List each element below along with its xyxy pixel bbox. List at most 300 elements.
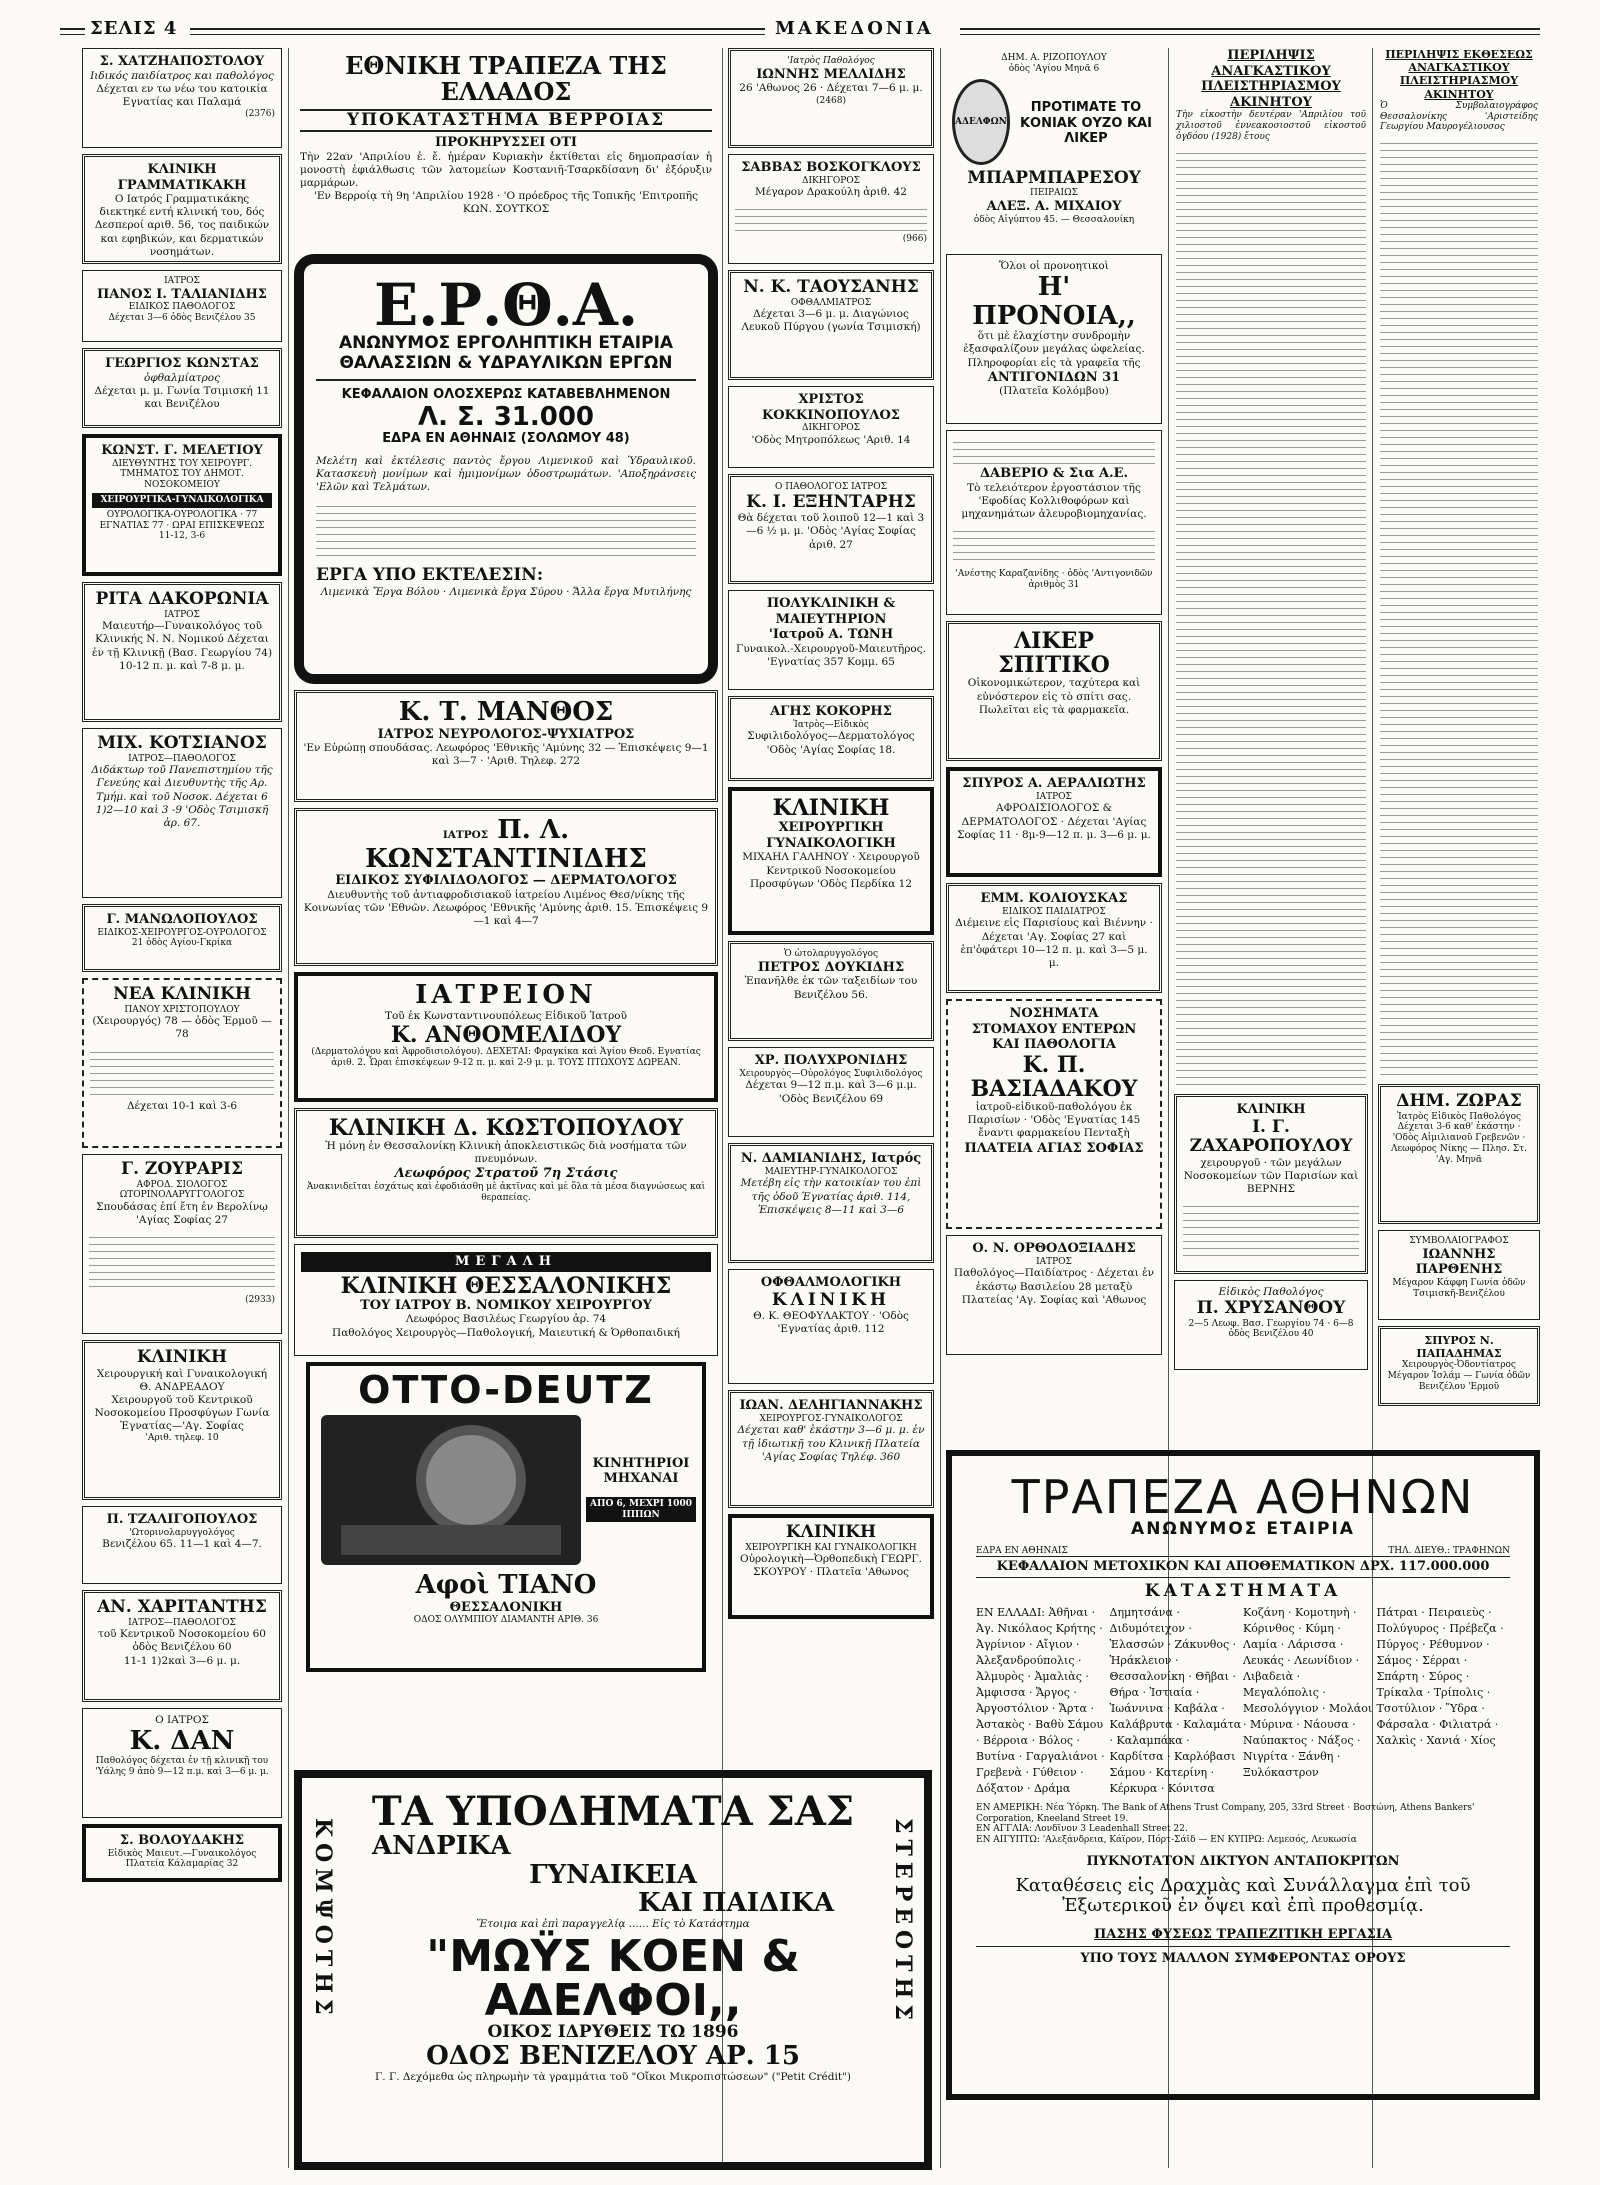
ad-liker — [946, 621, 1162, 761]
bank-network: ΠΥΚΝΟΤΑΤΟΝ ΔΙΚΤΥΟΝ ΑΝΤΑΠΟΚΡΙΤΩΝ — [1086, 1853, 1400, 1869]
ad-sign: 'Εν Βερροίᾳ τὴ 9η 'Απριλίου 1928 · 'Ο πρόεδρος τῆς Τοπικῆς 'Επιτροπῆς ΚΩΝ. ΣΟΥΤΚΟΣ — [314, 190, 698, 216]
ad-place: ΠΛΑΤΕΙΑ ΑΓΙΑΣ ΣΟΦΙΑΣ — [964, 1140, 1144, 1156]
ad-zouraris — [82, 1154, 282, 1334]
ad-sub: 'Ιατροῦ Α. ΤΩΝΗ — [768, 627, 894, 643]
shoes-note: Γ. Γ. Δεχόμεθα ὡς πληρωμὴν τὰ γραμμάτια τοῦ "Οἴκοι Μικροπιστώσεων" ("Petit Crédit") — [374, 2071, 851, 2084]
header-rule — [190, 28, 765, 35]
ad-body: Διδάκτωρ τοῦ Πανεπιστημίου τῆς Γενεύης καὶ Διευθυντὴς τῆς Αρ. Τμήμ. καὶ τοῦ Νοσοκ. Δέχεται 6 1)2—10 καὶ 3 -9 'Οδὸς Τσιμισκῆ ἀρ. 67. — [91, 764, 273, 829]
column-rule — [940, 48, 941, 2168]
column-6 — [1378, 48, 1540, 1412]
ad-trapeza-athinon — [946, 1450, 1540, 2100]
article-text-block — [1176, 147, 1366, 1088]
ad-title: ΚΛΙΝΙΚΗ — [1236, 1102, 1306, 1117]
ad-sub: Χειρουργὸς-Ὀδοντίατρος — [1402, 1360, 1516, 1371]
ad-title: ΣΠΥΡΟΣ Ν. ΠΑΠΑΔΗΜΑΣ — [1416, 1334, 1502, 1361]
ad-title: Ο ΙΑΤΡΟΣ — [155, 1714, 209, 1726]
ad-note: ΟΥΡΟΛΟΓΙΚΑ-ΟΥΡΟΛΟΓΙΚΑ · 77 ΕΓΝΑΤΙΑΣ 77 · ΩΡΑΙ ΕΠΙΣΚΕΨΕΩΣ 11-12, 3-6 — [99, 509, 265, 542]
shoes-l3: ΓΥΝΑΙΚΕΙΑ — [529, 1859, 697, 1890]
engine-illustration — [321, 1415, 581, 1565]
ad-doc: ΤΟΥ ΙΑΤΡΟΥ Β. ΝΟΜΙΚΟΥ ΧΕΙΡΟΥΡΓΟΥ — [360, 1297, 652, 1313]
ad-title: ΧΡΙΣΤΟΣ ΚΟΚΚΙΝΟΠΟΥΛΟΣ — [762, 392, 900, 423]
ad-name: Κ. ΑΝΘΟΜΕΛΙΔΟΥ — [390, 1021, 622, 1048]
bank-deposit: Καταθέσεις εἰς Δραχμὰς καὶ Συνάλλαγμα ἐπὶ τοῦ Ἐξωτερικοῦ ἐν ὄψει καὶ ἐπὶ προθεσμίᾳ. — [1015, 1874, 1471, 1917]
ad-title: ΔΑΒΕΡΙΟ & Σια Α.Ε. — [979, 466, 1129, 481]
ad-addr: ΑΝΤΙΓΟΝΙΔΩΝ 31 — [987, 369, 1121, 385]
ad-body: 26 'Αθωνος 26 · Δέχεται 7—6 μ. μ. — [739, 82, 923, 95]
ad-sub: ΧΕΙΡΟΥΡΓΟΣ-ΓΥΝΑΙΚΟΛΟΓΟΣ — [759, 1413, 903, 1424]
ad-name: Π. Λ. ΚΩΝΣΤΑΝΤΙΝΙΔΗΣ — [365, 815, 647, 874]
ad-note: Δέχεται 3—6 ὁδὸς Βενιζέλου 35 — [108, 313, 256, 324]
ad-damianidis — [728, 1143, 934, 1263]
ad-title: Κ. Τ. ΜΑΝΘΟΣ — [398, 697, 614, 727]
ertha-list: Λιμενικὰ Ἔργα Βόλου · Λιμενικὰ ἔργα Σύρου · Ἄλλα ἔργα Μυτιλήνης — [320, 585, 692, 598]
ad-branch: ΥΠΟΚΑΤΑΣΤΗΜΑ ΒΕΡΡΟΙΑΣ — [300, 109, 712, 133]
bank-branch-col: Κοζάνη · Κομοτηνὴ · Κόρινθος · Κύμη · Λαμία · Λάρισσα · Λευκάς · Λεωνίδιον · Λιβαδειὰ · Μεγαλόπολις · Μεσολόγγιον · Μολάοι · Μύρινα · Νάουσα · Ναύπακτος · Νάξος · Νιγρίτα · Ξάνθη · Ξυλόκαστρον — [1243, 1606, 1373, 1779]
ad-sub: ΠΑΝΟΣ Ι. ΤΑΛΙΑΝΙΔΗΣ — [97, 286, 267, 302]
ad-body: χειρουργοῦ · τῶν μεγάλων Νοσοκομείων τῶν Παρισίων καὶ ΒΕΡΝΗΣ — [1183, 1156, 1359, 1195]
ad-note: (2468) — [816, 95, 846, 106]
ad-title: ΠΕΤΡΟΣ ΔΟΥΚΙΔΗΣ — [757, 959, 905, 975]
engine-base-shape — [341, 1525, 561, 1555]
ad-mellidis — [728, 48, 934, 148]
column-2 — [294, 48, 718, 1678]
ad-title: ΣΠΥΡΟΣ Α. ΑΕΡΑΛΙΩΤΗΣ — [962, 776, 1146, 791]
ad-zacharopoulou — [1174, 1094, 1368, 1274]
ad-sub: ΕΙΔΙΚΟΣ ΣΥΦΙΛΙΔΟΛΟΓΟΣ — ΔΕΡΜΑΤΟΛΟΓΟΣ — [335, 873, 677, 889]
ad-body: τοῦ Κεντρικοῦ Νοσοκομείου 60 ὁδὸς Βενιζέλου 60 — [98, 1628, 266, 1654]
ad-body: Οὐρολογικὴ—Ὀρθοπεδικὴ ΓΕΩΡΓ. ΣΚΟΥΡΟΥ · Πλατεῖα 'Αθωνος — [740, 1553, 922, 1579]
ad-sub: ΟΦΘΑΛΜΙΑΤΡΟΣ — [790, 297, 872, 308]
ad-banner: ΜΕΓΑΛΗ — [301, 1252, 711, 1272]
ad-doukidis — [728, 941, 934, 1041]
ad-kotsianos — [82, 728, 282, 898]
shoes-est: ΟΙΚΟΣ ΙΔΡΥΘΕΙΣ ΤΩ 1896 — [487, 2021, 739, 2042]
ad-body: ΧΕΙΡΟΥΡΓΙΚΑ-ΓΥΝΑΙΚΟΛΟΓΙΚΑ — [92, 493, 272, 508]
ad-sub: Κ. Ι. ΕΞΗΝΤΑΡΗΣ — [746, 491, 916, 512]
ad-barbaresou — [946, 48, 1162, 248]
ad-title: Σ. ΧΑΤΖΗΑΠΟΣΤΟΛΟΥ — [99, 54, 265, 69]
ad-konstantinidis — [294, 808, 718, 966]
ad-chrysanthou — [1174, 1280, 1368, 1370]
ad-body: Γυναικολ.-Χειρουργοῦ-Μαιευτῆρος. 'Εγνατίας 357 Κομμ. 65 — [736, 642, 926, 668]
ad-body: Μέγαρον Ἰσλάμ — Γωνία ὁδῶν Βενιζέλου 'Ερμοῦ — [1387, 1371, 1531, 1392]
ad-body: 'Εν Εὐρώπῃ σπουδάσας. Λεωφόρος 'Εθνικῆς 'Αμύνης 32 — Ἐπισκέψεις 9—1 καὶ 3—7 · 'Αριθ. Τηλεφ. 272 — [303, 742, 709, 768]
ad-sub: Ι. Γ. ΖΑΧΑΡΟΠΟΥΛΟΥ — [1189, 1116, 1353, 1157]
bank-egypt: ΕΝ ΑΙΓΥΠΤΩ: 'Αλεξάνδρεια, Κάϊρον, Πόρτ-Σάϊδ — ΕΝ ΚΥΠΡΩ: Λεμεσός, Λευκωσία — [976, 1835, 1357, 1846]
ad-title: Ο. Ν. ΟΡΘΟΔΟΞΙΑΔΗΣ — [972, 1241, 1136, 1256]
ad-title: ΙΩΑΝ. ΔΕΛΗΓΙΑΝΝΑΚΗΣ — [739, 1398, 923, 1413]
ad-body: Πλατεία Κάλαμαρίας 32 — [125, 1859, 239, 1870]
ad-nea-kliniki — [82, 978, 282, 1148]
ad-galinou — [728, 787, 934, 935]
ad-orthodoxiadis — [946, 1235, 1162, 1355]
ad-sub: Ὁ ὠτολαρυγγολόγος — [783, 949, 878, 959]
ertha-seat: ΕΔΡΑ ΕΝ ΑΘΗΝΑΙΣ (ΣΟΛΩΜΟΥ 48) — [382, 431, 630, 447]
ad-body: Δέχεται εν τω νέω του κατοικία Εγνατίας και Παλαμά — [96, 82, 268, 108]
ad-note: 11-1 1)2καὶ 3—6 μ. μ. — [123, 1654, 241, 1667]
article-text-block — [1380, 137, 1538, 1078]
ad-daverio — [946, 430, 1162, 615]
ad-body: Χειρουργοῦ τοῦ Κεντρικοῦ Νοσοκομείου Προσφύγων Γωνία Ἐγνατίας—'Αγ. Σοφίας — [94, 1393, 270, 1433]
ad-sub: Χειρουργὸς—Οὐρολόγος Συφιλιδολόγος — [739, 1068, 923, 1079]
ad-note: (2933) — [245, 1295, 275, 1306]
ad-sub: Π. ΧΡΥΣΑΝΘΟΥ — [1196, 1298, 1346, 1319]
ad-voskogklous — [728, 154, 934, 264]
ertha-sub1: ΑΝΩΝΥΜΟΣ ΕΡΓΟΛΗΠΤΙΚΗ ΕΤΑΙΡΙΑ — [338, 333, 674, 353]
ad-title: Γ. ΜΑΝΩΛΟΠΟΥΛΟΣ — [106, 912, 258, 927]
ad-title: ΚΛΙΝΙΚΗ — [772, 795, 890, 821]
ad-rep: ΑΛΕΞ. Α. ΜΙΧΑΙΟΥ — [986, 198, 1122, 214]
ad-note: (966) — [902, 233, 927, 244]
ad-sub: ΕΙΔΙΚΟΣ ΠΑΙΔΙΑΤΡΟΣ — [1002, 906, 1106, 917]
ad-body: (Δερματολόγου καὶ Ἀφροδισιολόγου). ΔΕΧΕΤΑΙ: Φραγκίκα καὶ Ἁγίου Θεοδ. Εγνατίας ἀριθ. 2. Ὧραι ἐπισκέψεων 9-12 π. μ. καὶ 2-9 μ. μ. ΤΟΥΣ ΠΤΩΧΟΥΣ ΔΩΡΕΑΝ. — [311, 1046, 701, 1068]
ad-body: Μέγαρον Κάφφη Γωνία ὁδῶν Τσιμισκῆ-Βενιζέλου — [1392, 1277, 1526, 1299]
ad-title: Ν. Κ. ΤΑΟΥΣΑΝΗΣ — [743, 277, 919, 297]
ad-sub: 'Ιατρὸς Παθολόγος — [787, 56, 875, 66]
ad-plaza: (Πλατεῖα Κολόμβου) — [999, 385, 1109, 398]
column-rule — [288, 48, 289, 2168]
ad-raddr: ὁδὸς Αἰγύπτου 45. — Θεσσαλονίκη — [973, 214, 1135, 225]
ad-grammatikaki — [82, 154, 282, 264]
ertha-amount: Λ. Σ. 31.000 — [417, 401, 595, 432]
ad-head: ΠΡΟΚΗΡΥΣΣΕΙ ΟΤΙ — [435, 135, 577, 151]
otto-m1: ΚΙΝΗΤΗΡΙΟΙ — [592, 1455, 690, 1471]
flywheel-shape — [416, 1425, 526, 1535]
ad-dan — [82, 1708, 282, 1818]
ad-body: Θ. Κ. ΘΕΟΦΥΛΑΚΤΟΥ · 'Οδὸς 'Εγνατίας ἀριθ. 112 — [753, 1310, 909, 1336]
ad-parthenis — [1378, 1230, 1540, 1320]
article-lead: Ὁ Συμβολαιογράφος Θεσσαλονίκης 'Αριστείδης Γεωργίου Μαυρογέλιουσος — [1380, 100, 1538, 133]
bank-tel: ΤΗΛ. ΔΙΕΥΘ.: ΤΡΑΦΗΝΩΝ — [1388, 1545, 1510, 1556]
ertha-capital: ΚΕΦΑΛΑΙΟΝ ΟΛΟΣΧΕΡΩΣ ΚΑΤΑΒΕΒΛΗΜΕΝΟΝ — [341, 387, 671, 403]
ad-sub: Κ. ΔΑΝ — [129, 1726, 235, 1757]
ad-body: Παθολόγος—Παιδίατρος · Δέχεται ἐν ἐκάστῳ Βασιλείου 28 μεταξὺ Πλατείας 'Αγ. Σοφίας καὶ 'Αθωνος — [953, 1267, 1155, 1306]
article-auction-1 — [1174, 48, 1368, 1088]
ad-vasiadakou — [946, 999, 1162, 1229]
bank-branch-col: Πάτραι · Πειραιεὺς · Πολύγυρος · Πρέβεζα · Πύργος · Ρέθυμνον · Σάμος · Σέρραι · Σπάρτη · Σύρος · Τρίκαλα · Τρίπολις · Τσοτύλιον · Ὕδρα · Φάρσαλα · Φιλιατρά · Χαλκὶς · Χανιά · Χίος — [1376, 1606, 1504, 1747]
ad-kokkinopoulos — [728, 386, 934, 468]
ad-body: Βενιζέλου 65. 11—1 καὶ 4—7. — [102, 1538, 262, 1551]
ad-polychronidis — [728, 1047, 934, 1137]
ad-body: Δέχεται 3—6 μ. μ. Διαγώνιος Λευκοῦ Πύργου (γωνία Τσιμισκή) — [741, 308, 921, 334]
ad-body: ἰατροῦ-εἰδικοῦ-παθολόγου ἐκ Παρισίων · 'Οδὸς 'Εγνατίας 145 ἔναντι φαρμακείου Πενταξὴ — [967, 1101, 1141, 1140]
column-3 — [728, 48, 934, 1625]
ad-koliouskas — [946, 883, 1162, 993]
column-5 — [1174, 48, 1368, 1376]
ad-konstas — [82, 348, 282, 428]
ad-title: Π. ΤΖΑΛΙΓΟΠΟΥΛΟΣ — [106, 1512, 258, 1527]
brand-seal-icon: ΑΔΕΛΦΩΝ — [952, 79, 1010, 165]
ad-sub: ΙΑΤΡΟΣ ΝΕΥΡΟΛΟΓΟΣ-ΨΥΧΙΑΤΡΟΣ — [377, 726, 635, 742]
ad-sub: Χειρουργική καὶ Γυναικολογική Θ. ΑΝΔΡΕΑΔΟΥ — [96, 1367, 268, 1393]
masthead: ΜΑΚΕΔΟΝΙΑ — [775, 18, 934, 39]
ad-office: ΔΗΜ. Α. ΡΙΖΟΠΟΥΛΟΥ — [1001, 53, 1107, 63]
bank-title: ΤΡΑΠΕΖΑ ΑΘΗΝΩΝ — [1011, 1470, 1475, 1524]
otto-side — [586, 1456, 696, 1525]
ad-sub: ΟΦΘΑΛΜΟΛΟΓΙΚΗ — [760, 1275, 902, 1290]
ad-sub: ΜΑΙΕΥΤΗΡ-ΓΥΝΑΙΚΟΛΟΓΟΣ — [764, 1166, 898, 1177]
ad-sub: Ἰατρὸς Εἰδικὸς Παθολόγος — [1396, 1111, 1522, 1122]
shoes-l2: ΑΝΔΡΙΚΑ — [372, 1831, 511, 1861]
ad-pronoia — [946, 254, 1162, 424]
ad-sub: ὀφθαλμίατρος — [144, 371, 220, 384]
ad-title: ΑΝ. ΧΑΡΙΤΑΝΤΗΣ — [97, 1597, 267, 1617]
ad-text-block — [735, 203, 927, 231]
bank-branch-col: ΕΝ ΕΛΛΑΔΙ: Ἀθῆναι · Ἀγ. Νικόλαος Κρήτης · Ἀγρίνιον · Αἴγιον · Ἀλεξανδρούπολις · Ἀλμυρὸς · Ἀμαλιὰς · Ἀμφισσα · Ἄργος · Ἀργοστόλιον · Ἄρτα · Ἀστακὸς · Βαθὺ Σάμου · Βέρροια · Βόλος · Βυτίνα · Γαργαλιάνοι · Γρεβενὰ · Γύθειον · Δόξατον · Δράμα — [976, 1606, 1105, 1795]
ad-body: Μέγαρον Δρακούλη ἀριθ. 42 — [755, 186, 907, 199]
ad-skourou — [728, 1514, 934, 1619]
ad-title: Σ. ΒΟΛΟΥΔΑΚΗΣ — [119, 1833, 245, 1848]
otto-body — [316, 1409, 696, 1571]
ad-drink: ΠΡΟΤΙΜΑΤΕ ΤΟ ΚΟΝΙΑΚ ΟΥΖΟ ΚΑΙ ΛΙΚΕΡ — [1019, 100, 1152, 147]
otto-brand: Αφοὶ ΤΙΑΝΟ — [415, 1570, 597, 1600]
ad-text-block — [89, 1231, 275, 1291]
ad-body: Δέχεται καθ' ἑκάστην 3—6 μ. μ. ἐν τῇ ἰδιωτικῇ του Κλινικῇ Πλατεία 'Αγίας Σοφίας Τηλέφ. 360 — [737, 1424, 925, 1463]
ad-papadimas — [1378, 1326, 1540, 1406]
ad-title: ΣΑΒΒΑΣ ΒΟΣΚΟΓΚΛΟΥΣ — [741, 160, 921, 175]
ad-sub: ΙΑΤΡΟΣ — [164, 609, 200, 620]
ad-charitantis — [82, 1590, 282, 1702]
ad-sub: ΙΑΤΡΟΣ — [1036, 791, 1072, 802]
ad-note: 'Αριθ. τηλεφ. 10 — [145, 1433, 219, 1444]
bank-capital: ΚΕΦΑΛΑΙΟΝ ΜΕΤΟΧΙΚΟΝ ΚΑΙ ΑΠΟΘΕΜΑΤΙΚΟΝ ΔΡΧ. 117.000.000 — [976, 1556, 1510, 1578]
ad-sub: Ἰατρὸς—Εἰδικὸς — [793, 719, 869, 730]
ad-iatreion — [294, 972, 718, 1102]
ad-zoras — [1378, 1084, 1540, 1224]
ad-dakoronia — [82, 582, 282, 722]
ad-lead: Ὅλοι οἱ προνοητικοὶ — [999, 260, 1109, 272]
ad-sub: ΧΕΙΡΟΥΡΓΙΚΗ ΓΥΝΑΙΚΟΛΟΓΙΚΗ — [766, 820, 896, 851]
shoes-l4: ΚΑΙ ΠΑΙΔΙΚΑ — [638, 1888, 834, 1919]
article-lead: Τὴν εἰκοστὴν δευτέραν 'Απριλίου τοῦ χιλιοστοῦ ἐννεακοσιοστοῦ εἰκοστοῦ ὀγδόου (1928) ἔτους — [1176, 110, 1366, 142]
bank-branch-columns — [976, 1605, 1510, 1796]
otto-city: ΘΕΣΣΑΛΟΝΙΚΗ — [449, 1599, 563, 1615]
ad-title: Εἰδικὸς Παθολόγος — [1218, 1286, 1324, 1298]
ad-kostopoulou — [294, 1108, 718, 1238]
ad-sub: ΙΑΤΡΟΣ—ΠΑΘΟΛΟΓΟΣ — [128, 1617, 236, 1628]
bank-england: ΕΝ ΑΓΓΛΙΑ: Λονδῖνον 3 Leadenhall Street 22. — [976, 1824, 1188, 1835]
ad-title: Η' ΠΡΟΝΟΙΑ,, — [972, 272, 1136, 331]
header-rule — [960, 28, 1540, 35]
ad-title: ΓΕΩΡΓΙΟΣ ΚΩΝΣΤΑΣ — [105, 356, 259, 371]
bank-all: ΠΑΣΗΣ ΦΥΣΕΩΣ ΤΡΑΠΕΖΙΤΙΚΗ ΕΡΓΑΣΙΑ — [1093, 1926, 1393, 1942]
ad-title: ΕΘΝΙΚΗ ΤΡΑΠΕΖΑ ΤΗΣ ΕΛΛΑΔΟΣ — [345, 51, 667, 107]
bank-sub: ΑΝΩΝΥΜΟΣ ΕΤΑΙΡΙΑ — [1131, 1519, 1355, 1539]
bank-meta — [976, 1546, 1510, 1557]
ad-body: Δέχεται 3-6 καθ' ἑκάστην · 'Οδὸς Αἰμιλιανοῦ Γρεβενῶν · Λεωφόρος Νίκης — Πλησ. Στ. 'Αγ. Μηνᾶ — [1390, 1122, 1528, 1165]
ad-body: Ἐπανῆλθε ἐκ τῶν ταξειδίων του Βενιζέλου 56. — [744, 975, 918, 1001]
ad-body: Ο Ιατρός Γραμματικάκης διεκτηκέ εντή κλινική του, δός Δεσπεροί αριθ. 56, τος παιδικών και εφηβικών, και δερματικών νοσημάτων. — [94, 193, 270, 258]
ad-firm: ΜΠΑΡΜΠΑΡΕΣΟΥ — [967, 167, 1141, 188]
ad-hatziapostolou — [82, 48, 282, 148]
article-title: ΠΕΡΙΛΗΨΙΣ ΕΚΘΕΣΕΩΣ ΑΝΑΓΚΑΣΤΙΚΟΥ ΠΛΕΙΣΤΗΡΙΑΣΜΟΥ ΑΚΙΝΗΤΟΥ — [1385, 48, 1533, 101]
ad-addr: Λεωφόρος Βασιλέως Γεωργίου ἀρ. 74 — [405, 1313, 607, 1326]
article-title: ΠΕΡΙΛΗΨΙΣ ΑΝΑΓΚΑΣΤΙΚΟΥ ΠΛΕΙΣΤΗΡΙΑΣΜΟΥ ΑΚΙΝΗΤΟΥ — [1201, 48, 1341, 110]
ad-sub: ΙΑΤΡΟΣ—ΠΑΘΟΛΟΓΟΣ — [128, 753, 236, 764]
ad-body: Μαιευτήρ—Γυναικολόγος τοῦ Κλινικής Ν. Ν. Νομικού Δέχεται ἐν τῇ Κλινικῇ (Βασ. Γεωργίου 74) 10-12 π. μ. καὶ 7-8 μ. μ. — [91, 620, 273, 672]
side-label-right: ΣΤΕΡΕΟΤΗΣ — [890, 1818, 916, 2026]
shoes-l1: ΤΑ ΥΠΟΔΗΜΑΤΑ ΣΑΣ — [371, 1788, 855, 1835]
header-rule — [60, 28, 85, 35]
ad-sub: ΔΙΚΗΓΟΡΟΣ — [801, 175, 861, 186]
ad-body: ὅτι μὲ ἐλαχίστην συνδρομὴν ἐξασφαλίζουν μεγάλας ὠφελείας. Πληροφορίαι εἰς τὰ γραφεῖα τῆς — [963, 330, 1145, 369]
ad-body: 'Οδὸς Μητροπόλεως 'Αριθ. 14 — [751, 433, 911, 446]
ad-sub: ΑΦΡΟΔ. ΣΙΟΛΟΓΟΣ ΩΤΟΡΙΝΟΛΑΡΥΓΓΟΛΟΓΟΣ — [119, 1179, 245, 1201]
ad-title: Ν. ΔΑΜΙΑΝΙΔΗΣ, Ιατρός — [740, 1151, 922, 1166]
ad-manthos — [294, 690, 718, 802]
page-header — [60, 18, 1540, 40]
ad-title: ΣΥΜΒΟΛΑΙΟΓΡΑΦΟΣ — [1409, 1236, 1509, 1246]
ad-row — [952, 79, 1156, 169]
ad-sub: ΔΙΕΥΘΥΝΤΗΣ ΤΟΥ ΧΕΙΡΟΥΡΓ. ΤΜΗΜΑΤΟΣ ΤΟΥ ΔΗΜΟΤ. ΝΟΣΟΚΟΜΕΙΟΥ — [111, 458, 253, 491]
ad-otto-deutz — [306, 1362, 706, 1672]
ad-title: ΙΩΝΝΗΣ ΜΕΛΛΙΔΗΣ — [756, 66, 906, 82]
ad-title: ΚΛΙΝΙΚΗ ΓΡΑΜΜΑΤΙΚΑΚΗ — [117, 162, 247, 193]
ertha-title: Ε.Ρ.Θ.Α. — [373, 271, 639, 339]
ad-sub: Τοῦ ἐκ Κωνσταντινουπόλεως Εἰδικοῦ Ἰατροῦ — [384, 1009, 627, 1022]
page-number: ΣΕΛΙΣ 4 — [90, 18, 178, 39]
bank-seat: ΕΔΡΑ ΕΝ ΑΘΗΝΑΙΣ — [976, 1545, 1068, 1556]
ad-title: ΧΡ. ΠΟΛΥΧΡΟΝΙΔΗΣ — [754, 1053, 908, 1068]
bank-branch-col: Δημητσάνα · Διδυμότειχον · Ἐλασσών · Ζάκυνθος · Ἡράκλειον · Θεσσαλονίκη · Θῆβαι · Θήρα · Ἰστιαία · Ἰωάννινα · Καβάλα · Καλάβρυτα · Καλαμάτα · Καλαμπάκα · Καρδίτσα · Καρλόβασι Σάμου · Κατερίνη · Κέρκυρα · Κόνιτσα — [1109, 1606, 1242, 1795]
ertha-body: Μελέτη καὶ ἐκτέλεσις παντὸς ἔργου Λιμενικοῦ καὶ Ὑδραυλικοῦ. Κατασκευὴ μονίμων καὶ ἡμιμονίμων ὁδοστρωμάτων. 'Αποξηράνσεις 'Ελῶν καὶ Τελμάτων. — [316, 454, 696, 494]
ad-city: ΠΕΙΡΑΙΩΣ — [1030, 188, 1078, 199]
otto-hp: ΑΠΟ 6, ΜΕΧΡΙ 1000 ΙΠΠΩΝ — [586, 1497, 696, 1523]
ad-title: ΚΛΙΝΙΚΗ — [771, 1289, 891, 1310]
ad-title: Κ. Π. ΒΑΣΙΑΔΑΚΟΥ — [970, 1051, 1138, 1102]
ad-title: ΕΜΜ. ΚΟΛΙΟΥΣΚΑΣ — [980, 891, 1128, 906]
ad-body: (Χειρουργός) 78 — ὁδὸς Ἑρμοῦ — 78 — [92, 1015, 272, 1041]
ad-title: ΑΓΗΣ ΚΟΚΟΡΗΣ — [770, 704, 892, 719]
ad-line3: ΚΑΙ ΠΑΘΟΛΟΓΙΑ — [992, 1037, 1116, 1053]
ad-title: ΚΛΙΝΙΚΗ ΘΕΣΣΑΛΟΝΙΚΗΣ — [340, 1272, 672, 1299]
ad-ertha — [294, 254, 718, 684]
ad-body: Δέχεται 9—12 π.μ. καὶ 3—6 μ.μ. 'Οδὸς Βενιζέλου 69 — [745, 1079, 917, 1105]
column-4 — [946, 48, 1162, 1361]
ad-line2: ΣΤΟΜΑΧΟΥ ΕΝΤΕΡΩΝ — [971, 1021, 1137, 1037]
ad-pre: ΙΑΤΡΟΣ — [442, 829, 489, 841]
ad-text-block — [316, 500, 696, 560]
ad-deligiannakis — [728, 1390, 934, 1508]
column-1 — [82, 48, 282, 1888]
ad-body: ΜΙΧΑΗΛ ΓΑΛΗΝΟΥ · Χειρουργοῦ Κεντρικοῦ Νοσοκομείου Προσφύγων 'Οδὸς Περδίκα 12 — [742, 851, 920, 890]
ad-body: Τὴν 22αν 'Απριλίου ἐ. ἔ. ἡμέραν Κυριακὴν ἐκτίθεται εἰς δημοπρασίαν ἡ μονοστὴ ἐφιάλθωσις τῶν λατομείων Κοστανιῆ-Τσαρκδίσανη δι' ἐξόρυξιν μαρμάρων. — [300, 150, 712, 190]
ad-title: ΚΛΙΝΙΚΗ — [785, 1522, 877, 1542]
ad-polykliniki — [728, 590, 934, 690]
otto-addr: ΟΔΟΣ ΟΛΥΜΠΙΟΥ ΔΙΑΜΑΝΤΗ ΑΡΙΘ. 36 — [413, 1615, 599, 1626]
ad-sub: ΔΙΚΗΓΟΡΟΣ — [801, 423, 861, 434]
ad-title: ΛΙΚΕΡ ΣΠΙΤΙΚΟ — [998, 628, 1110, 679]
ad-sub: ΙΩΑΝΝΗΣ ΠΑΡΘΕΝΗΣ — [1415, 1246, 1503, 1278]
ad-addr: Λεωφόρος Στρατοῦ 7η Στάσις — [394, 1166, 618, 1182]
ad-sub: ΕΙΔΙΚΟΣ-ΧΕΙΡΟΥΡΓΟΣ-ΟΥΡΟΛΟΓΟΣ — [97, 927, 267, 938]
ad-top: ΝΟΣΗΜΑΤΑ — [1009, 1006, 1099, 1021]
ad-kokoris — [728, 696, 934, 781]
ad-taousanis — [728, 270, 934, 380]
ad-manolopoulos — [82, 904, 282, 972]
ad-title: ΚΛΙΝΙΚΗ Δ. ΚΩΣΤΟΠΟΥΛΟΥ — [328, 1115, 684, 1141]
ad-sign: 'Ανέστης Καραζανίδης · ὁδὸς 'Αντιγονιδῶν ἀριθμὸς 31 — [955, 568, 1153, 590]
ad-talianidis — [82, 270, 282, 342]
ad-body: Παθολόγος δέχεται ἐν τῇ κλινικῇ του 'Υάλης 9 ἀπὸ 9—12 π.μ. καὶ 3—6 μ. μ. — [95, 1755, 269, 1777]
article-auction-2 — [1378, 48, 1540, 1078]
ad-body: ΑΦΡΟΔΙΣΙΟΛΟΓΟΣ & ΔΕΡΜΑΤΟΛΟΓΟΣ · Δέχεται 'Αγίας Σοφίας 11 · 8μ-9—12 π. μ. 3—6 μ. μ. — [957, 802, 1151, 841]
ad-text-block — [953, 436, 1155, 466]
ad-andreadou — [82, 1340, 282, 1500]
shoes-brand: "ΜΩΫΣ ΚΟΕΝ & ΑΔΕΛΦΟΙ,, — [426, 1930, 800, 2026]
ad-body: Δέχεται μ. μ. Γωνία Τσιμισκή 11 και Βενιζέλου — [94, 384, 270, 410]
ad-body: Ἀνακινιδεῖται ἐσχάτως καὶ ἐφοδιάσθη μὲ ἀκτῖνας καὶ μὲ ὅλα τὰ μέσα διαγνώσεως καὶ θεραπείας. — [306, 1182, 706, 1203]
ad-title: ΝΕΑ ΚΛΙΝΙΚΗ — [113, 984, 251, 1004]
ad-body: Θὰ δέχεται τοῦ λοιποῦ 12—1 καὶ 3—6 ½ μ. μ. 'Οδὸς 'Αγίας Σοφίας ἀριθ. 27 — [737, 512, 925, 551]
ad-sub: Εἰδικὸς Μαιευτ.—Γυναικολόγος — [107, 1848, 257, 1859]
ad-body: 2—5 Λεωφ. Βασ. Γεωργίου 74 · 6—8 ὁδὸς Βενιζέλου 40 — [1188, 1318, 1354, 1340]
ad-note: (2376) — [245, 108, 275, 119]
ad-ethniki-trapeza — [294, 48, 718, 248]
ad-body: Παθολόγος Χειρουργὸς—Παθολογική, Μαιευτική & Ὀρθοπαιδική — [332, 1326, 680, 1339]
ad-title: ΚΛΙΝΙΚΗ — [136, 1347, 228, 1367]
ad-exintaris — [728, 474, 934, 584]
bank-terms: ΥΠΟ ΤΟΥΣ ΜΑΛΛΟΝ ΣΥΜΦΕΡΟΝΤΑΣ ΟΡΟΥΣ — [976, 1946, 1510, 1967]
ad-text-block — [90, 1046, 274, 1096]
ad-body: Τὸ τελειότερον ἐργοστάσιον τῆς 'Εφοδίας Κολλιθοφόρων καὶ μηχανημάτων ἀλευροβιομηχανίας. — [961, 481, 1147, 520]
ad-addr: ὁδὸς 'Αγίου Μηνᾶ 6 — [1008, 63, 1100, 74]
ad-body: Διέμεινε εἰς Παρισίους καὶ Βιέννην · Δέχεται 'Αγ. Σοφίας 27 καὶ ἑπ'ὀφάτερι 10—12 π. μ. καὶ 3—5 μ. μ. — [955, 917, 1153, 969]
ad-megali-kliniki — [294, 1244, 718, 1356]
ad-title: ΚΩΝΣΤ. Γ. ΜΕΛΕΤΙΟΥ — [101, 443, 263, 458]
ad-text-block — [953, 525, 1155, 565]
ad-body: Μετέβη εἰς τὴν κατοικίαν του ἐπὶ τῆς ὁδοῦ Ἐγνατίας ἀριθ. 114, Ἐπισκέψεις 8—11 καὶ 3—6 — [740, 1177, 922, 1216]
ertha-sub2: ΘΑΛΑΣΣΙΩΝ & ΥΔΡΑΥΛΙΚΩΝ ΕΡΓΩΝ — [339, 352, 673, 373]
ad-title: Ο ΠΑΘΟΛΟΓΟΣ ΙΑΤΡΟΣ — [775, 482, 887, 492]
ad-meletiou — [82, 434, 282, 576]
ertha-works: ΕΡΓΑ ΥΠΟ ΕΚΤΕΛΕΣΙΝ: — [316, 565, 544, 586]
ad-sub: 'Ωτορινολαρυγγολόγος — [129, 1527, 235, 1538]
ad-title: ΠΟΛΥΚΛΙΝΙΚΗ & ΜΑΙΕΥΤΗΡΙΟΝ — [766, 596, 896, 627]
ad-voloudakis — [82, 1824, 282, 1882]
ad-title: ΙΑΤΡΟΣ — [164, 276, 200, 286]
ad-tzaligopoulos — [82, 1506, 282, 1584]
bank-branches-head: ΚΑΤΑΣΤΗΜΑΤΑ — [1144, 1580, 1342, 1601]
shoes-addr: ΟΔΟΣ ΒΕΝΙΖΕΛΟΥ ΑΡ. 15 — [426, 2041, 800, 2072]
ad-title: Γ. ΖΟΥΡΑΡΙΣ — [121, 1159, 243, 1179]
shoes-l5: Ἕτοιμα καὶ ἐπὶ παραγγελίᾳ ...... Εἰς τὸ Κατάστημα — [476, 1917, 750, 1930]
ad-body: Σπουδάσας ἐπί ἔτη ἐν Βερολίνῳ 'Αγίας Σοφίας 27 — [96, 1201, 268, 1227]
ad-title: ΙΑΤΡΕΙΟΝ — [415, 980, 597, 1010]
ad-theofylaktou — [728, 1269, 934, 1384]
side-label-left: ΚΟΜΨΟΤΗΣ — [310, 1818, 336, 2021]
ad-body: ΕΙΔΙΚΟΣ ΠΑΘΟΛΟΓΟΣ — [128, 302, 236, 313]
ad-body: Διευθυντὴς τοῦ ἀντιαφροδισιακοῦ ἰατρείου Λιμένος Θεσ/νίκης τῆς Κοινωνίας τῶν 'Εθνῶν. Λεωφόρος 'Εθνικῆς 'Αμύνης ἀριθ. 15. Ἐπισκέψεις 9—1 καὶ 4—7 — [303, 888, 709, 928]
ad-title: ΡΙΤΑ ΔΑΚΟΡΩΝΙΑ — [95, 589, 269, 609]
ad-title — [303, 816, 709, 873]
ad-text-block — [1183, 1200, 1359, 1260]
ad-moys-koen — [294, 1770, 932, 2170]
bank-america: ΕΝ ΑΜΕΡΙΚΗ: Νέα Ὑόρκη. The Bank of Athens Trust Company, 205, 33rd Street · Βοστώνη, Athens Bankers' Corporation, Kneeland Street 19. — [976, 1802, 1475, 1824]
ad-body: Συφιλιδολόγος—Δερματολόγος 'Οδὸς 'Αγίας Σοφίας 18. — [747, 730, 915, 756]
ad-sub: Ιιδικός παιδίατρος και παθολόγος — [90, 69, 274, 82]
ad-body: 21 ὁδὸς Αγίου-Γκρίκα — [131, 938, 233, 949]
ad-sub: ΠΑΝΟΥ ΧΡΙΣΤΟΠΟΥΛΟΥ — [124, 1004, 240, 1015]
bank-branches — [976, 1605, 1510, 1845]
ad-sub: ΙΑΤΡΟΣ — [1036, 1256, 1072, 1267]
ad-note: Δέχεται 10-1 καὶ 3-6 — [126, 1099, 238, 1112]
divider — [316, 379, 696, 381]
ad-aeraliotis — [946, 767, 1162, 877]
ad-title: ΔΗΜ. ΖΩΡΑΣ — [1396, 1091, 1522, 1111]
ad-body: Οἰκονομικώτερον, ταχύτερα καὶ εὐνόστερον εἰς τὸ σπίτι σας. Πωλεῖται εἰς τὰ φαρμακεῖα. — [967, 677, 1141, 716]
otto-title: OTTO-DEUTZ — [358, 1368, 654, 1412]
